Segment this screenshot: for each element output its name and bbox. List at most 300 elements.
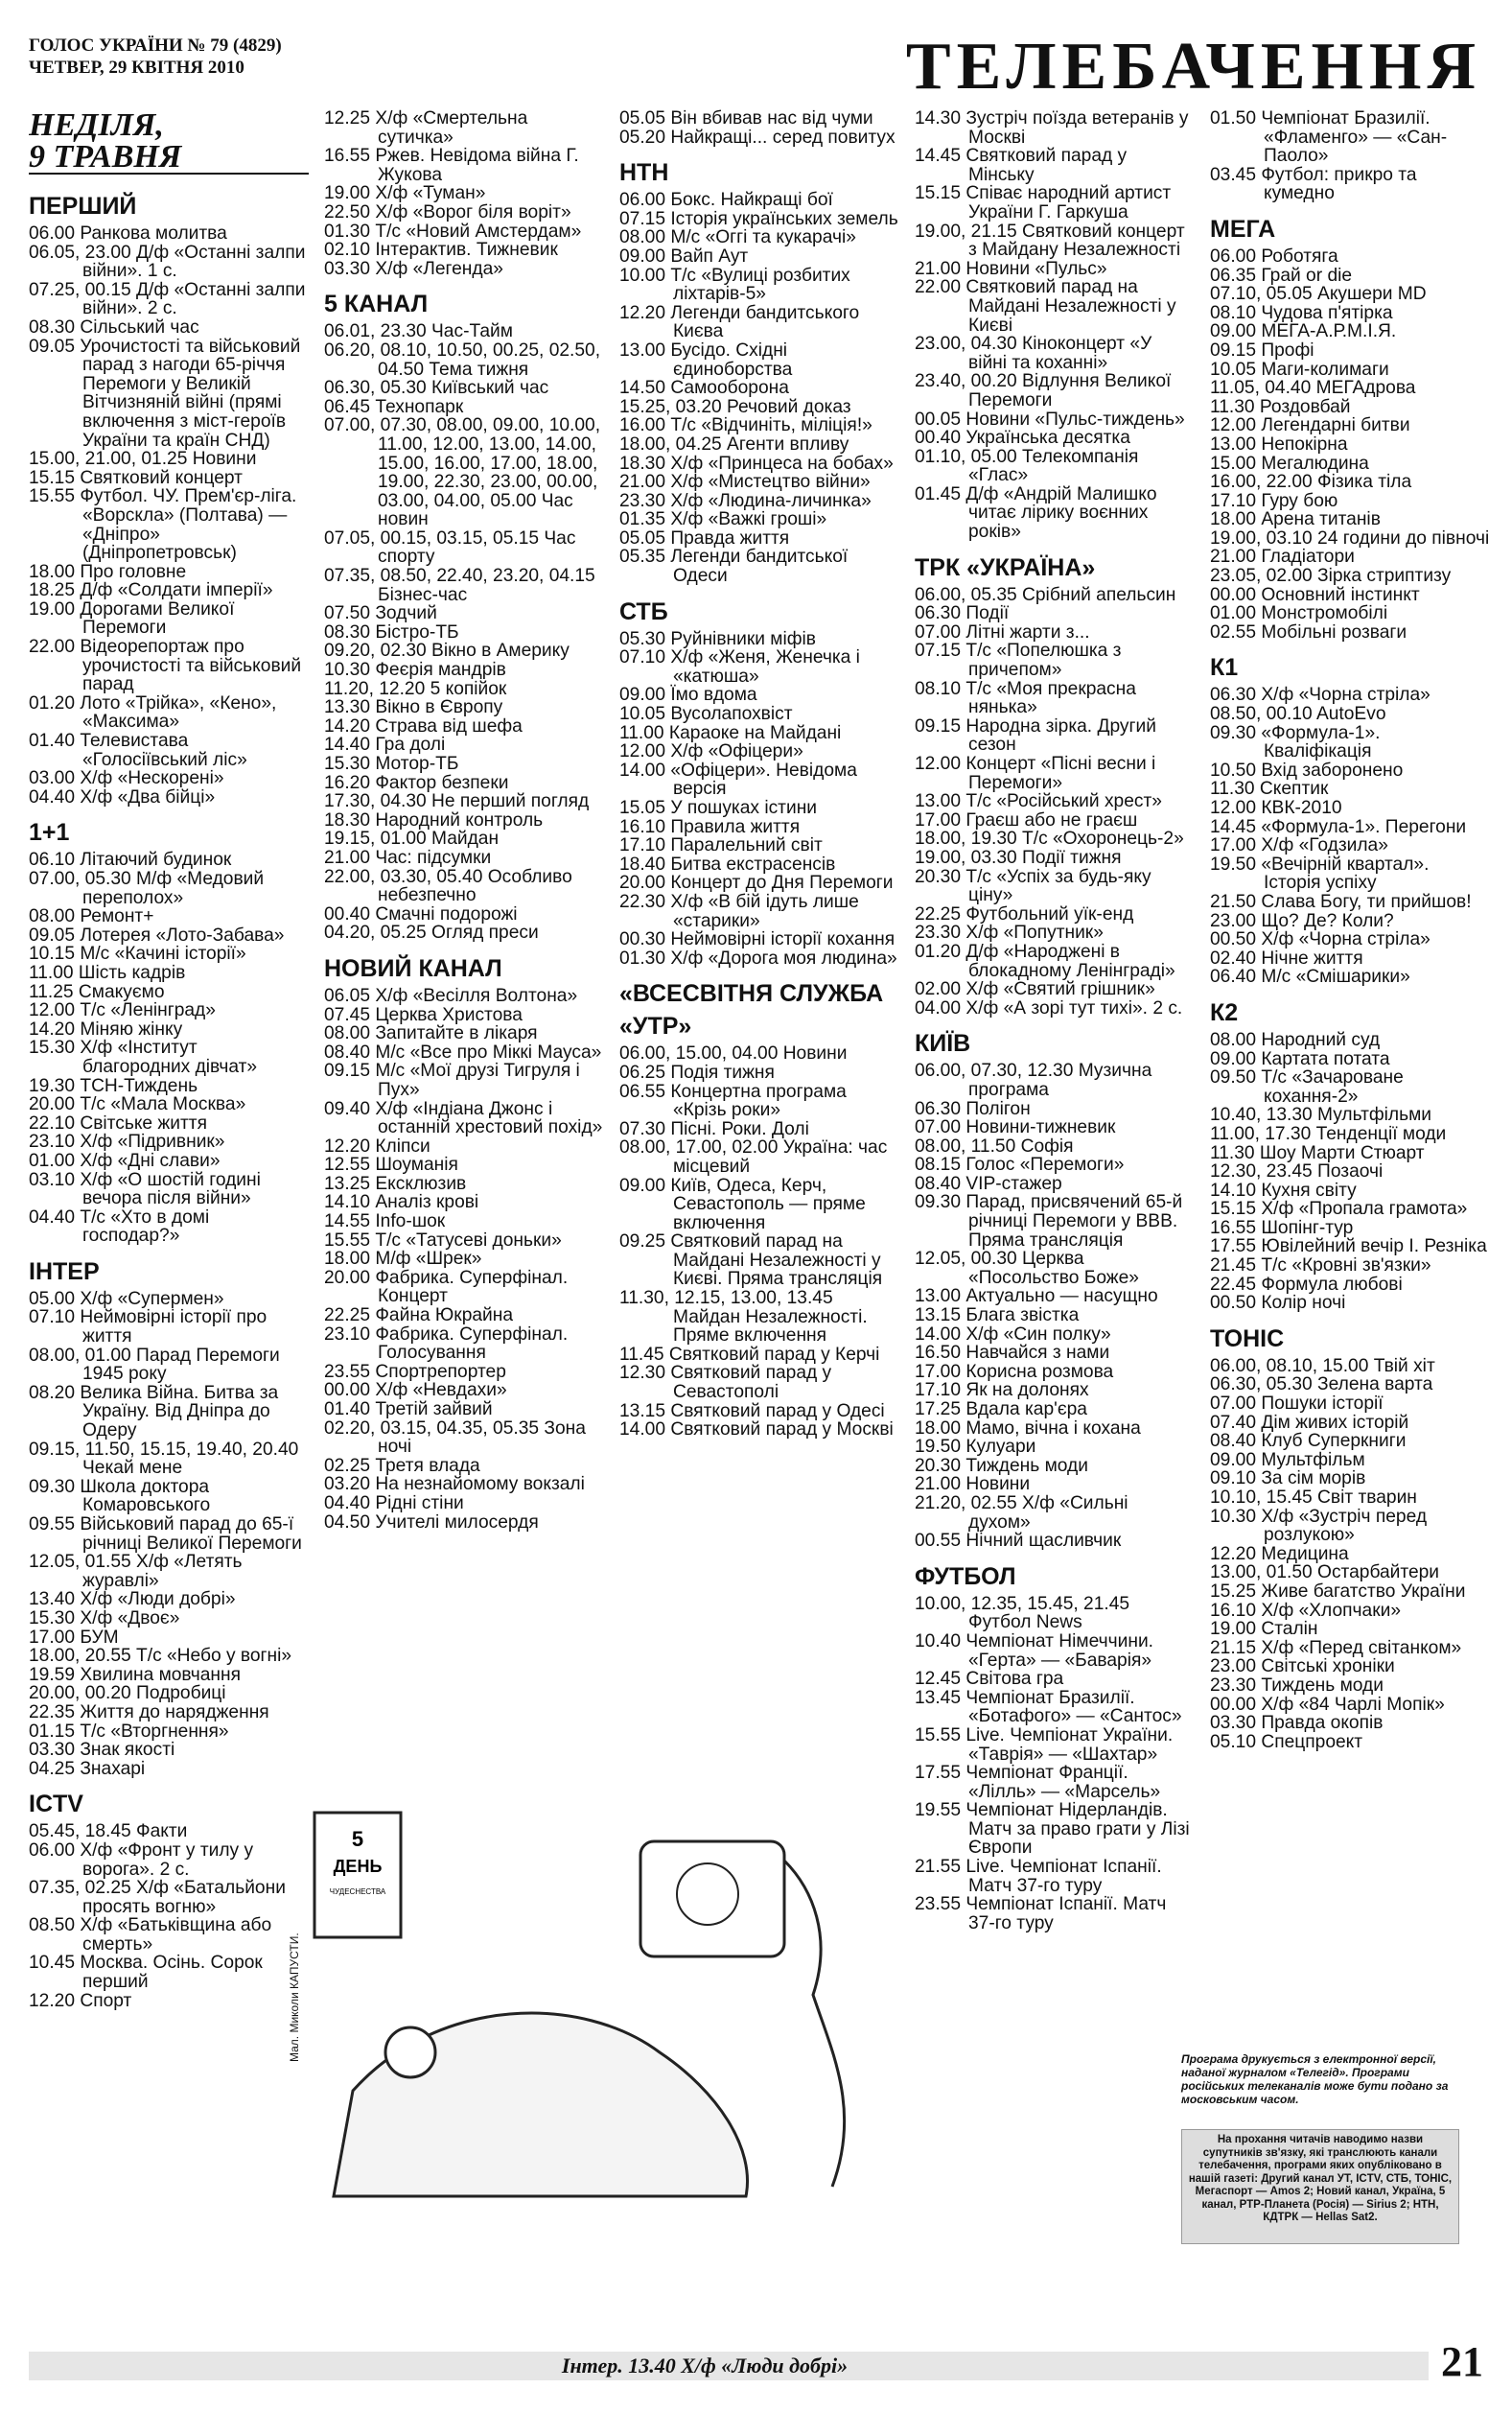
program-listing: 23.55 Чемпіонат Іспанії. Матч 37-го туру: [915, 1894, 1167, 1933]
program-listing: 08.15 Голос «Перемоги»: [915, 1155, 1125, 1176]
program-listing: 11.20, 12.20 5 копійок: [324, 678, 507, 699]
program-listing: 09.10 За сім морів: [1210, 1468, 1366, 1489]
program-listing: 16.55 Ржев. Невідома війна Г. Жукова: [324, 146, 579, 185]
program-listing: 18.30 Х/ф «Принцеса на бобах»: [619, 453, 894, 474]
program-listing: 00.50 Х/ф «Чорна стріла»: [1210, 929, 1431, 950]
program-listing: 22.30 Х/ф «В бій ідуть лише «старики»: [619, 891, 859, 931]
program-listing: 11.00 Караоке на Майдані: [619, 722, 842, 743]
program-listing: 09.40 Х/ф «Індіана Джонс і останній хрестовий похід»: [324, 1098, 603, 1138]
program-listing: 03.30 Х/ф «Легенда»: [324, 258, 503, 279]
program-listing: 03.45 Футбол: прикро та кумедно: [1210, 164, 1417, 204]
program-listing: 06.00, 15.00, 04.00 Новини: [619, 1043, 848, 1065]
program-listing: 14.00 Святковий парад у Москві: [619, 1419, 894, 1441]
program-listing: 21.55 Live. Чемпіонат Іспанії. Матч 37-го туру: [915, 1857, 1162, 1896]
program-listing: 17.25 Вдала кар'єра: [915, 1399, 1087, 1419]
program-listing: 06.00 Х/ф «Фронт у тилу у ворога». 2 с.: [29, 1839, 254, 1880]
program-listing: 01.35 Х/ф «Важкі гроші»: [619, 509, 827, 530]
program-listing: 10.40 Чемпіонат Німеччини. «Герта» — «Баварія»: [915, 1630, 1153, 1671]
program-listing: 02.55 Мобільні розваги: [1210, 621, 1407, 643]
program-listing: 16.00 Т/с «Відчиніть, міліція!»: [619, 415, 872, 436]
program-listing: 23.05, 02.00 Зірка стриптизу: [1210, 566, 1452, 587]
program-listing: 10.40, 13.30 Мультфільми: [1210, 1105, 1432, 1126]
masthead: [29, 29, 1481, 105]
program-listing: 04.25 Знахарі: [29, 1758, 146, 1779]
program-listing: 12.00 КВК-2010: [1210, 798, 1342, 818]
column-5: [1210, 109, 1490, 2325]
program-listing: 19.00 Дорогами Великої Перемоги: [29, 598, 235, 639]
program-listing: 19.59 Хвилина мовчання: [29, 1664, 242, 1685]
program-listing: 15.30 Х/ф «Двоє»: [29, 1607, 180, 1628]
program-listing: 05.20 Найкращі... серед повитух: [619, 127, 896, 148]
program-listing: 12.05, 00.30 Церква «Посольство Боже»: [915, 1249, 1139, 1288]
program-listing: 17.00 Корисна розмова: [915, 1361, 1114, 1382]
program-listing: 23.40, 00.20 Відлуння Великої Перемоги: [915, 371, 1172, 410]
day-heading: [29, 109, 309, 175]
program-listing: 10.00 Т/с «Вулиці розбитих ліхтарів-5»: [619, 265, 850, 305]
program-listing: 01.40 Третій зайвий: [324, 1399, 493, 1419]
program-listing: 05.45, 18.45 Факти: [29, 1821, 188, 1842]
program-listing: 07.35, 02.25 Х/ф «Батальйони просять вогню»: [29, 1878, 286, 1917]
program-listing: 06.00 Бокс. Найкращі бої: [619, 190, 833, 211]
program-listing: 09.50 Т/с «Зачароване кохання-2»: [1210, 1067, 1404, 1107]
program-listing: 13.00 Т/с «Російський хрест»: [915, 791, 1162, 812]
program-listing: 12.00 Легендарні битви: [1210, 415, 1410, 436]
program-listing: 07.10 Х/ф «Женя, Женечка і «катюша»: [619, 647, 860, 687]
program-listing: 23.55 Спортрепортер: [324, 1361, 506, 1382]
program-listing: 09.30 Школа доктора Комаровського: [29, 1476, 211, 1516]
program-listing: 19.55 Чемпіонат Нідерландів. Матч за право грати у Лізі Європи: [915, 1800, 1190, 1859]
program-listing: 20.30 Т/с «Успіх за будь-яку ціну»: [915, 866, 1151, 906]
program-listing: 06.30 Х/ф «Чорна стріла»: [1210, 685, 1431, 706]
program-listing: 06.40 М/с «Смішарики»: [1210, 967, 1410, 988]
program-listing: 05.35 Легенди бандитської Одеси: [619, 547, 849, 587]
program-listing: 06.30, 05.30 Київський час: [324, 378, 549, 399]
program-listing: 15.30 Х/ф «Інститут благородних дівчат»: [29, 1038, 258, 1077]
program-listing: 13.00 Актуально — насущно: [915, 1286, 1158, 1307]
program-listing: 21.00 Новини «Пульс»: [915, 258, 1107, 279]
program-listing: 05.30 Руйнівники міфів: [619, 628, 816, 649]
program-note: Програма друкується з електронної версії, наданої журналом «Телегід». Програми російських телеканалів може бути подано за московським часом.: [1181, 2052, 1449, 2106]
program-listing: 13.30 Вікно в Європу: [324, 697, 503, 718]
program-listing: 08.30 Сільський час: [29, 316, 199, 338]
program-listing: 23.10 Х/ф «Підривник»: [29, 1132, 225, 1153]
program-listing: 14.10 Аналіз крові: [324, 1192, 479, 1213]
program-listing: 08.00 Ремонт+: [29, 906, 154, 927]
program-listing: 03.20 На незнайомому вокзалі: [324, 1474, 585, 1495]
program-listing: 06.35 Грай or die: [1210, 265, 1353, 286]
program-listing: 08.40 М/с «Все про Міккі Мауса»: [324, 1042, 602, 1063]
program-listing: 01.45 Д/ф «Андрій Малишко читає лірику воєнних років»: [915, 483, 1157, 543]
program-listing: 18.00, 20.55 Т/с «Небо у вогні»: [29, 1646, 292, 1667]
channel-heading: К1: [1210, 654, 1239, 682]
program-listing: 06.30, 05.30 Зелена варта: [1210, 1374, 1433, 1395]
channel-heading: 1+1: [29, 819, 70, 847]
program-listing: 13.00 Бусідо. Східні єдиноборства: [619, 340, 793, 380]
program-listing: 04.40 Т/с «Хто в домі господар?»: [29, 1206, 210, 1247]
program-listing: 18.25 Д/ф «Солдати імперії»: [29, 580, 273, 601]
program-listing: 05.05 Правда життя: [619, 527, 790, 549]
column-body: [29, 190, 309, 2010]
program-listing: 02.20, 03.15, 04.35, 05.35 Зона ночі: [324, 1417, 586, 1458]
channel-heading: ТРК «УКРАЇНА»: [915, 553, 1096, 581]
program-listing: 07.25, 00.15 Д/ф «Останні залпи війни». 2 с.: [29, 279, 306, 319]
program-listing: 21.20, 02.55 Х/ф «Сильні духом»: [915, 1492, 1128, 1533]
program-listing: 14.30 Зустріч поїзда ветеранів у Москві: [915, 109, 1189, 148]
program-listing: 17.00 Х/ф «Годзила»: [1210, 835, 1388, 856]
program-listing: 22.25 Футбольний уїк-енд: [915, 903, 1134, 925]
program-listing: 14.55 Info-шок: [324, 1211, 446, 1232]
program-listing: 15.15 Х/ф «Пропала грамота»: [1210, 1199, 1468, 1220]
masthead-meta: [29, 35, 282, 79]
program-listing: 18.00, 19.30 Т/с «Охоронець-2»: [915, 829, 1184, 850]
channel-heading: НТН: [619, 159, 669, 187]
program-listing: 12.45 Світова гра: [915, 1669, 1064, 1690]
program-listing: 22.50 Х/ф «Ворог біля воріт»: [324, 201, 571, 223]
channel-heading: 5 КАНАЛ: [324, 291, 429, 318]
program-listing: 11.30 Роздовбай: [1210, 396, 1351, 417]
column-1: [29, 109, 309, 2325]
program-listing: 15.00, 21.00, 01.25 Новини: [29, 449, 257, 470]
program-listing: 10.45 Москва. Осінь. Сорок перший: [29, 1953, 263, 1993]
program-listing: 22.45 Формула любові: [1210, 1274, 1403, 1295]
program-listing: 22.10 Світське життя: [29, 1113, 207, 1134]
program-listing: 21.00 Х/ф «Мистецтво війни»: [619, 472, 871, 493]
program-listing: 09.00 Вайп Аут: [619, 246, 749, 267]
program-listing: 17.30, 04.30 Не перший погляд: [324, 791, 590, 812]
program-listing: 08.00 Запитайте в лікаря: [324, 1023, 538, 1044]
program-listing: 09.15 Профі: [1210, 340, 1314, 361]
program-listing: 12.30, 23.45 Позаочі: [1210, 1161, 1384, 1183]
program-listing: 01.50 Чемпіонат Бразилії. «Фламенго» — «Сан-Паоло»: [1210, 109, 1448, 167]
program-listing: 02.25 Третя влада: [324, 1455, 480, 1476]
program-listing: 08.40 Клуб Суперкниги: [1210, 1431, 1407, 1452]
program-listing: 01.40 Телевистава «Голосіївський ліс»: [29, 731, 247, 770]
program-listing: 07.00, 05.30 М/ф «Медовий переполох»: [29, 869, 265, 908]
program-listing: 00.40 Українська десятка: [915, 428, 1130, 449]
program-listing: 18.00 Мамо, вічна і кохана: [915, 1417, 1141, 1439]
program-listing: 07.15 Історія українських земель: [619, 208, 898, 229]
column-body: [619, 109, 899, 1440]
program-listing: 23.30 Х/ф «Людина-личинка»: [619, 490, 872, 511]
program-listing: 23.00 Світські хроніки: [1210, 1656, 1395, 1677]
program-listing: 06.05, 23.00 Д/ф «Останні залпи війни». 1 с.: [29, 242, 306, 282]
program-listing: 21.50 Слава Богу, ти прийшов!: [1210, 891, 1472, 912]
program-listing: 10.30 Х/ф «Зустріч перед розлукою»: [1210, 1506, 1428, 1546]
program-listing: 08.50, 00.10 AutoEvo: [1210, 704, 1386, 725]
figure-outline: [784, 1861, 845, 2187]
program-listing: 07.45 Церква Христова: [324, 1004, 523, 1025]
program-listing: 14.10 Кухня світу: [1210, 1180, 1357, 1201]
program-listing: 05.05 Він вбивав нас від чуми: [619, 109, 873, 129]
program-listing: 16.00, 22.00 Фізика тіла: [1210, 472, 1412, 493]
program-listing: 19.00, 03.30 Події тижня: [915, 847, 1122, 868]
program-listing: 10.05 Маги-колимаги: [1210, 359, 1389, 380]
channel-heading: ФУТБОЛ: [915, 1562, 1016, 1590]
program-listing: 05.00 Х/ф «Супермен»: [29, 1288, 224, 1309]
program-listing: 21.00 Час: підсумки: [324, 847, 492, 868]
program-listing: 19.30 ТСН-Тиждень: [29, 1075, 198, 1096]
program-listing: 08.10 Чудова п'ятірка: [1210, 302, 1393, 323]
program-listing: 08.20 Велика Війна. Битва за Україну. Від Дніпра до Одеру: [29, 1382, 279, 1441]
program-listing: 00.50 Колір ночі: [1210, 1293, 1346, 1314]
illustration-credit: Мал. Миколи КАПУСТИ.: [288, 1932, 301, 2062]
program-listing: 06.25 Подія тижня: [619, 1062, 775, 1083]
program-listing: 09.30 «Формула-1». Кваліфікація: [1210, 722, 1381, 762]
cartoon-drawing: [295, 1803, 871, 2206]
channel-heading: НОВИЙ КАНАЛ: [324, 954, 502, 982]
program-listing: 13.25 Ексклюзив: [324, 1173, 467, 1194]
program-listing: 14.20 Страва від шефа: [324, 715, 523, 737]
program-listing: 08.00, 01.00 Парад Перемоги 1945 року: [29, 1345, 280, 1385]
program-listing: 19.00, 21.15 Святковий концерт з Майдану Незалежності: [915, 221, 1185, 261]
program-listing: 14.40 Гра долі: [324, 735, 446, 756]
program-listing: 00.00 Основний інстинкт: [1210, 584, 1420, 605]
sign-caption: ЧУДЕСНЕСТВА: [329, 1887, 386, 1896]
program-listing: 18.30 Народний контроль: [324, 809, 544, 831]
program-listing: 00.05 Новини «Пульс-тиждень»: [915, 409, 1185, 430]
program-listing: 18.00, 04.25 Агенти впливу: [619, 433, 849, 455]
program-listing: 23.30 Тиждень моди: [1210, 1675, 1384, 1696]
program-listing: 11.00 Шість кадрів: [29, 962, 186, 983]
channel-heading: ICTV: [29, 1791, 83, 1818]
program-listing: 20.00 Концерт до Дня Перемоги: [619, 873, 894, 894]
program-listing: 14.45 Святковий парад у Мінську: [915, 146, 1128, 185]
program-listing: 06.45 Технопарк: [324, 396, 464, 417]
program-listing: 06.00, 07.30, 12.30 Музична програма: [915, 1061, 1152, 1100]
channel-heading: «ВСЕСВІТНЯ СЛУЖБА «УТР»: [619, 980, 884, 1041]
program-listing: 08.00, 17.00, 02.00 Україна: час місцевий: [619, 1137, 888, 1177]
channel-heading: КИЇВ: [915, 1030, 971, 1058]
footer-highlight: Інтер. 13.40 Х/ф «Люди добрі»: [561, 2354, 849, 2377]
program-listing: 07.00 Літні жарти з...: [915, 621, 1090, 643]
program-listing: 16.55 Шопінг-тур: [1210, 1217, 1354, 1238]
program-listing: 09.15 М/с «Мої друзі Тигруля і Пух»: [324, 1061, 580, 1100]
program-listing: 18.00 М/ф «Шрек»: [324, 1249, 482, 1270]
program-listing: 07.40 Дім живих історій: [1210, 1412, 1409, 1433]
program-listing: 22.00, 03.30, 05.40 Особливо небезпечно: [324, 866, 572, 906]
program-listing: 06.05 Х/ф «Весілля Волтона»: [324, 985, 578, 1006]
program-listing: 00.30 Неймовірні історії кохання: [619, 929, 896, 950]
program-listing: 12.00 Х/ф «Офіцери»: [619, 741, 803, 762]
program-listing: 11.45 Святковий парад у Керчі: [619, 1344, 880, 1365]
program-listing: 17.00 Граєш або не граєш: [915, 809, 1138, 831]
column-body: [915, 109, 1195, 1932]
program-listing: 07.50 Зодчий: [324, 603, 437, 624]
program-listing: 10.10, 15.45 Світ тварин: [1210, 1487, 1417, 1508]
program-listing: 15.25, 03.20 Речовий доказ: [619, 396, 851, 417]
program-listing: 07.35, 08.50, 22.40, 23.20, 04.15 Бізнес-час: [324, 566, 595, 605]
program-listing: 15.55 Футбол. ЧУ. Прем'єр-ліга. «Ворскла» (Полтава) — «Дніпро» (Дніпропетровськ): [29, 486, 297, 564]
column-body: [1210, 109, 1490, 1751]
program-listing: 10.30 Феєрія мандрів: [324, 660, 506, 681]
program-listing: 07.10 Неймовірні історії про життя: [29, 1307, 268, 1347]
program-listing: 17.55 Чемпіонат Франції. «Лілль» — «Марсель»: [915, 1763, 1161, 1802]
sign-word: ДЕНЬ: [333, 1857, 383, 1876]
program-listing: 12.05, 01.55 Х/ф «Летять журавлі»: [29, 1552, 243, 1591]
program-listing: 07.30 Пісні. Роки. Долі: [619, 1118, 809, 1139]
tv-set: [640, 1841, 784, 1956]
program-listing: 15.55 Т/с «Татусеві доньки»: [324, 1230, 562, 1251]
program-listing: 08.30 Бістро-ТБ: [324, 621, 459, 643]
program-listing: 20.00, 00.20 Подробиці: [29, 1683, 226, 1704]
channel-heading: ПЕРШИЙ: [29, 193, 137, 220]
program-listing: 01.10, 05.00 Телекомпанія «Глас»: [915, 446, 1139, 486]
program-listing: 10.00, 12.35, 15.45, 21.45 Футбол News: [915, 1593, 1130, 1633]
channel-heading: МЕГА: [1210, 215, 1276, 243]
column-4: [915, 109, 1195, 2325]
program-listing: 19.15, 01.00 Майдан: [324, 829, 500, 850]
program-listing: 12.55 Шоуманія: [324, 1155, 458, 1176]
day-line1: НЕДІЛЯ,: [29, 109, 164, 143]
program-listing: 11.30, 12.15, 13.00, 13.45 Майдан Незалежності. Пряме включення: [619, 1288, 868, 1347]
program-listing: 21.15 Х/ф «Перед світанком»: [1210, 1637, 1462, 1658]
program-listing: 09.05 Урочистості та військовий парад з нагоди 65-річчя Перемоги у Великій Вітчизняній війні (прямі включення з міст-героїв України та країн СНД): [29, 336, 301, 451]
issue-date: ЧЕТВЕР, 29 КВІТНЯ 2010: [29, 58, 244, 78]
program-listing: 11.05, 04.40 МЕГАдрова: [1210, 378, 1416, 399]
program-listing: 13.45 Чемпіонат Бразилії. «Ботафого» — «Сантос»: [915, 1687, 1182, 1727]
program-listing: 16.10 Правила життя: [619, 816, 801, 837]
program-listing: 17.10 Як на долонях: [915, 1380, 1089, 1401]
column-body: [324, 109, 604, 1532]
program-listing: 09.15 Народна зірка. Другий сезон: [915, 715, 1156, 756]
program-listing: 01.20 Д/ф «Народжені в блокадному Ленінграді»: [915, 941, 1175, 981]
program-listing: 15.55 Live. Чемпіонат України. «Таврія» — «Шахтар»: [915, 1724, 1174, 1765]
program-listing: 03.10 Х/ф «О шостій годині вечора після війни»: [29, 1169, 261, 1209]
program-listing: 12.30 Святковий парад у Севастополі: [619, 1363, 832, 1403]
program-listing: 23.00, 04.30 Кіноконцерт «У війні та коханні»: [915, 334, 1152, 373]
program-listing: 15.25 Живе багатство України: [1210, 1581, 1466, 1602]
program-listing: 14.20 Міняю жінку: [29, 1019, 183, 1040]
program-listing: 00.55 Нічний щасливчик: [915, 1531, 1122, 1552]
program-listing: 08.40 VIP-стажер: [915, 1173, 1062, 1194]
program-listing: 13.15 Блага звістка: [915, 1305, 1080, 1326]
program-listing: 19.50 «Вечірній квартал». Історія успіху: [1210, 854, 1430, 894]
program-listing: 13.00 Непокірна: [1210, 433, 1348, 455]
program-listing: 10.15 М/с «Качині історії»: [29, 944, 246, 965]
program-listing: 06.00, 08.10, 15.00 Твій хіт: [1210, 1355, 1435, 1376]
program-listing: 09.30 Парад, присвячений 65-й річниці Перемоги у ВВВ. Пряма трансляція: [915, 1192, 1183, 1251]
program-listing: 03.30 Правда окопів: [1210, 1713, 1384, 1734]
paper-issue: ГОЛОС УКРАЇНИ № 79 (4829): [29, 35, 282, 56]
program-listing: 08.00, 11.50 Софія: [915, 1136, 1074, 1157]
program-listing: 10.50 Вхід заборонено: [1210, 760, 1404, 781]
program-listing: 18.00 Арена титанів: [1210, 509, 1381, 530]
program-listing: 19.00, 03.10 24 години до півночі: [1210, 527, 1490, 549]
channel-heading: СТБ: [619, 597, 668, 625]
program-listing: 09.15, 11.50, 15.15, 19.40, 20.40 Чекай мене: [29, 1439, 299, 1479]
program-listing: 15.00 Мегалюдина: [1210, 453, 1369, 474]
program-listing: 01.20 Лото «Трійка», «Кено», «Максима»: [29, 692, 277, 733]
program-listing: 07.00 Новини-тижневик: [915, 1117, 1116, 1138]
program-listing: 06.00 Роботяга: [1210, 246, 1338, 267]
program-listing: 07.00, 07.30, 08.00, 09.00, 10.00, 11.00, 12.00, 13.00, 14.00, 15.00, 16.00, 17.00, 18.00, 19.00, 22.30, 23.00, 00.00, 03.00, 04.00, 05.00 Час новин: [324, 415, 601, 530]
program-listing: 04.50 Учителі милосердя: [324, 1511, 539, 1533]
program-listing: 02.00 Х/ф «Святий грішник»: [915, 979, 1155, 1000]
program-listing: 11.30 Шоу Марти Стюарт: [1210, 1142, 1425, 1163]
program-listing: 12.00 Концерт «Пісні весни і Перемоги»: [915, 754, 1156, 793]
page-number: 21: [1441, 2338, 1483, 2385]
program-listing: 22.25 Файна Юкрайна: [324, 1305, 514, 1326]
program-listing: 02.10 Інтерактив. Тижневик: [324, 240, 558, 261]
program-listing: 08.10 Т/с «Моя прекрасна нянька»: [915, 678, 1136, 718]
program-listing: 01.00 Монстромобілі: [1210, 603, 1388, 624]
program-listing: 19.00 Сталін: [1210, 1619, 1318, 1640]
program-listing: 03.30 Знак якості: [29, 1740, 175, 1761]
program-listing: 08.50 Х/ф «Батьківщина або смерть»: [29, 1915, 272, 1955]
program-listing: 16.50 Навчайся з нами: [915, 1343, 1110, 1364]
program-listing: 11.00, 17.30 Тенденції моди: [1210, 1123, 1447, 1144]
section-title: ТЕЛЕБАЧЕННЯ: [905, 30, 1481, 104]
program-listing: 14.00 Х/ф «Син полку»: [915, 1323, 1111, 1345]
program-listing: 04.40 Х/ф «Два бійці»: [29, 786, 216, 808]
program-listing: 08.00 Народний суд: [1210, 1029, 1381, 1050]
program-listing: 09.25 Святковий парад на Майдані Незалежності у Києві. Пряма трансляція: [619, 1231, 883, 1290]
program-listing: 12.20 Кліпси: [324, 1136, 430, 1157]
cartoon-illustration: [295, 1803, 871, 2206]
program-listing: 07.15 Т/с «Попелюшка з причепом»: [915, 641, 1122, 681]
program-listing: 16.20 Фактор безпеки: [324, 772, 509, 793]
program-listing: 20.00 Т/с «Мала Москва»: [29, 1094, 246, 1115]
program-listing: 07.05, 00.15, 03.15, 05.15 Час спорту: [324, 527, 576, 568]
program-listing: 21.45 Т/с «Кровні зв'язки»: [1210, 1255, 1431, 1277]
program-listing: 00.00 Х/ф «84 Чарлі Мопік»: [1210, 1694, 1445, 1715]
program-listing: 05.10 Спецпроект: [1210, 1731, 1363, 1752]
satellite-note: На прохання читачів наводимо назви супутників зв'язку, які транслюють канали телебачення, програми яких опубліковано в нашій газеті: Другий канал УТ, ICTV, СТБ, ТОНІС, Мегаспорт — Amos 2; Новий канал, Україна, 5 канал, РТР-Планета (Росія) — Sirius 2; НТН, КДТРК — Hellas Sat2.: [1181, 2129, 1459, 2244]
program-listing: 18.40 Битва екстрасенсів: [619, 854, 836, 875]
program-listing: 19.00 Х/ф «Туман»: [324, 183, 486, 204]
program-listing: 21.00 Новини: [915, 1474, 1031, 1495]
program-listing: 15.15 Святковий концерт: [29, 467, 243, 488]
program-listing: 00.40 Смачні подорожі: [324, 903, 518, 925]
program-listing: 12.20 Легенди бандитського Києва: [619, 302, 860, 342]
program-listing: 08.00 М/с «Оггі та кукарачі»: [619, 227, 856, 248]
program-listing: 17.00 БУМ: [29, 1627, 119, 1648]
program-listing: 18.00 Про головне: [29, 561, 187, 582]
program-listing: 07.10, 05.05 Акушери MD: [1210, 284, 1427, 305]
program-listing: 23.10 Фабрика. Суперфінал. Голосування: [324, 1323, 569, 1364]
sign-number: 5: [351, 1827, 364, 1851]
program-listing: 12.20 Спорт: [29, 1990, 132, 2011]
program-listing: 06.10 Літаючий будинок: [29, 850, 232, 871]
program-listing: 12.20 Медицина: [1210, 1543, 1349, 1564]
channel-heading: К2: [1210, 998, 1239, 1026]
program-listing: 15.15 Співає народний артист України Г. Гаркуша: [915, 183, 1172, 223]
program-listing: 09.55 Військовий парад до 65-ї річниці Великої Перемоги: [29, 1514, 302, 1554]
program-listing: 14.45 «Формула-1». Перегони: [1210, 816, 1467, 837]
program-listing: 14.50 Самооборона: [619, 378, 789, 399]
program-listing: 16.10 Х/ф «Хлопчаки»: [1210, 1600, 1401, 1621]
program-listing: 12.00 Т/с «Ленінград»: [29, 1000, 216, 1021]
program-listing: 06.00 Ранкова молитва: [29, 223, 227, 244]
program-listing: 01.30 Х/ф «Дорога моя людина»: [619, 948, 897, 969]
program-listing: 04.00 Х/ф «А зорі тут тихі». 2 с.: [915, 997, 1183, 1019]
program-listing: 04.40 Рідні стіни: [324, 1492, 464, 1513]
program-listing: 15.05 У пошуках істини: [619, 798, 818, 818]
program-listing: 07.00 Пошуки історії: [1210, 1394, 1384, 1415]
program-listing: 22.00 Відеорепортаж про урочистості та військовий парад: [29, 637, 302, 695]
day-line2: 9 ТРАВНЯ: [29, 139, 182, 175]
program-listing: 06.20, 08.10, 10.50, 00.25, 02.50, 04.50 Тема тижня: [324, 340, 601, 380]
program-listing: 06.30 Полігон: [915, 1098, 1031, 1119]
program-listing: 06.00, 05.35 Срібний апельсин: [915, 584, 1176, 605]
program-listing: 09.00 Їмо вдома: [619, 685, 757, 706]
program-listing: 13.00, 01.50 Остарбайтери: [1210, 1562, 1440, 1583]
program-listing: 09.20, 02.30 Вікно в Америку: [324, 641, 570, 662]
program-listing: 11.25 Смакуємо: [29, 981, 165, 1002]
channel-heading: ІНТЕР: [29, 1257, 100, 1285]
program-listing: 03.00 Х/ф «Нескорені»: [29, 768, 224, 789]
channel-heading: ТОНІС: [1210, 1324, 1285, 1352]
